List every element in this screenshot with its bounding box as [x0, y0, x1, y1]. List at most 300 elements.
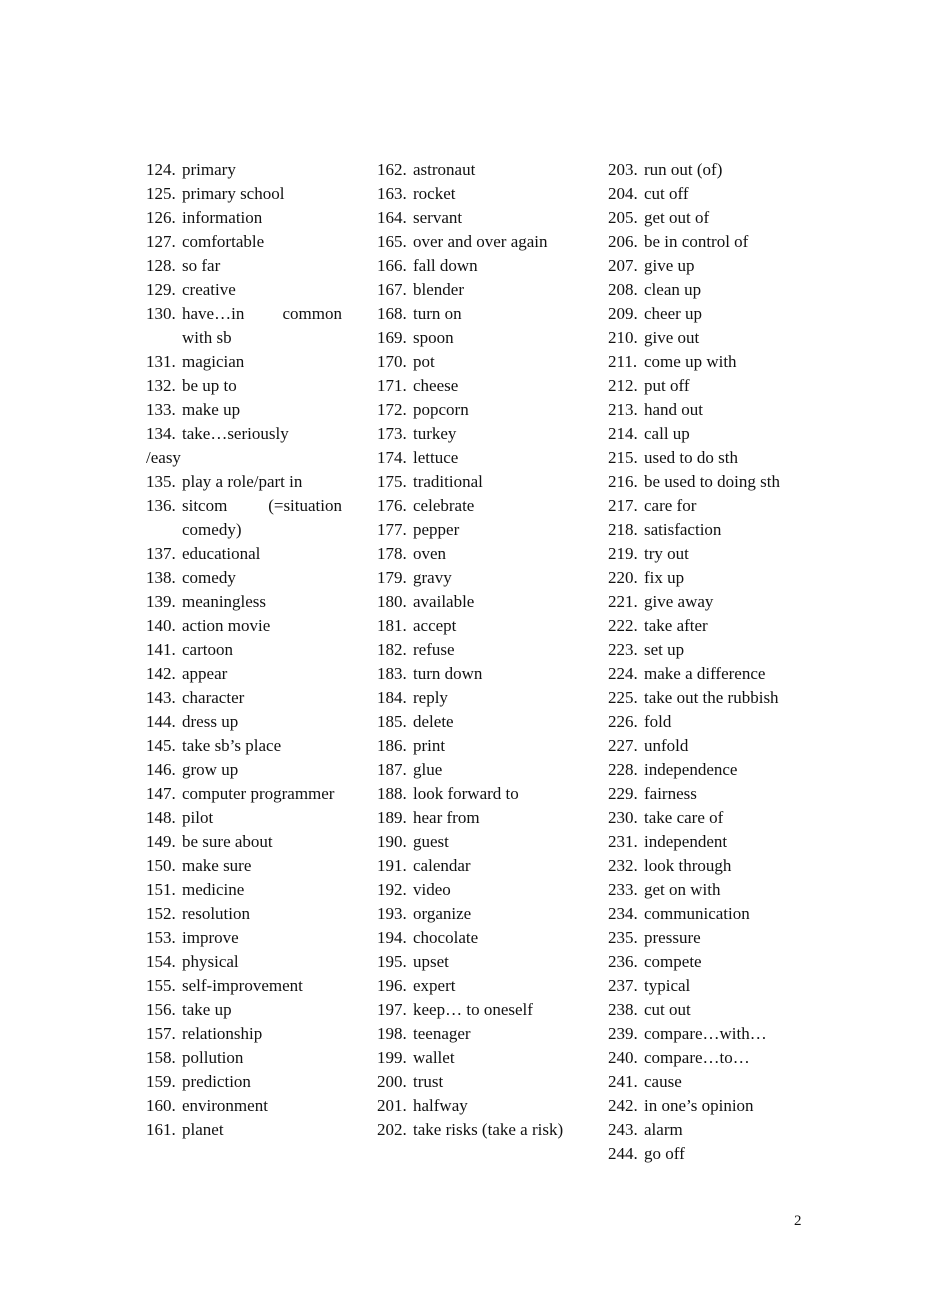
vocab-item-term: character [182, 688, 245, 707]
vocab-item-number: 207. [608, 256, 638, 275]
vocab-item [377, 206, 573, 230]
vocab-item-term: take risks (take a risk) [413, 1120, 564, 1139]
vocab-item-term: grow up [182, 760, 239, 779]
vocab-item-number: 152. [146, 904, 176, 923]
vocab-item-number: 193. [377, 904, 407, 923]
vocab-item-number: 130. [146, 304, 176, 323]
vocab-item-term: environment [182, 1096, 268, 1115]
vocab-item-term: fairness [644, 784, 697, 803]
vocab-item [608, 542, 804, 566]
vocab-item-term: compete [644, 952, 702, 971]
vocab-item [377, 854, 573, 878]
vocab-item [608, 278, 804, 302]
vocab-item-term: communication [644, 904, 750, 923]
vocab-item-term: satisfaction [644, 520, 722, 539]
vocab-item [146, 854, 342, 878]
vocab-item-term: teenager [413, 1024, 471, 1043]
vocab-item-number: 140. [146, 616, 176, 635]
vocab-item [377, 614, 573, 638]
vocab-item-number: 127. [146, 232, 176, 251]
vocab-item [377, 1046, 573, 1070]
vocab-item-number: 169. [377, 328, 407, 347]
vocab-item [608, 806, 804, 830]
vocab-item [608, 422, 804, 446]
vocab-item [377, 710, 573, 734]
vocab-item-term: care for [644, 496, 697, 515]
vocab-item-term: keep… to oneself [413, 1000, 533, 1019]
vocab-item [377, 638, 573, 662]
vocab-item-number: 162. [377, 160, 407, 179]
vocab-item-number: 166. [377, 256, 407, 275]
vocab-item-number: 182. [377, 640, 407, 659]
vocab-item-number: 135. [146, 472, 176, 491]
vocab-item-number: 233. [608, 880, 638, 899]
vocab-item-number: 170. [377, 352, 407, 371]
vocab-item-number: 218. [608, 520, 638, 539]
vocab-item [146, 566, 342, 590]
vocab-item-term: turn on [413, 304, 462, 323]
vocab-item-term: so far [182, 256, 221, 275]
vocab-item-term: upset [413, 952, 449, 971]
vocab-item-term: hear from [413, 808, 480, 827]
vocab-item [146, 1070, 342, 1094]
vocab-item-term: primary school [182, 184, 285, 203]
vocab-item-term: have…in common with sb [182, 304, 342, 347]
vocab-item [608, 182, 804, 206]
vocab-item-number: 125. [146, 184, 176, 203]
vocab-item [608, 1070, 804, 1094]
vocab-item-number: 201. [377, 1096, 407, 1115]
vocab-item-term: turn down [413, 664, 483, 683]
vocab-item-term: trust [413, 1072, 444, 1091]
vocab-item-number: 206. [608, 232, 638, 251]
vocab-item-term: wallet [413, 1048, 455, 1067]
vocab-item-term: compare…with… [644, 1024, 767, 1043]
vocab-item [146, 398, 342, 422]
vocab-item [146, 302, 342, 350]
vocab-item-number: 225. [608, 688, 638, 707]
vocab-item-number: 139. [146, 592, 176, 611]
vocab-item-number: 157. [146, 1024, 176, 1043]
vocab-item-term: pilot [182, 808, 214, 827]
vocab-item [146, 230, 342, 254]
vocab-item-number: 234. [608, 904, 638, 923]
vocab-item-number: 150. [146, 856, 176, 875]
vocab-item [608, 494, 804, 518]
vocab-item [377, 1022, 573, 1046]
vocab-item-number: 239. [608, 1024, 638, 1043]
vocab-column-2 [377, 158, 573, 1142]
vocab-item-number: 204. [608, 184, 638, 203]
vocab-item-number: 154. [146, 952, 176, 971]
vocab-item [608, 950, 804, 974]
vocab-item-number: 188. [377, 784, 407, 803]
vocab-item-number: 223. [608, 640, 638, 659]
vocab-item-number: 163. [377, 184, 407, 203]
vocab-item [146, 734, 342, 758]
vocab-item-number: 230. [608, 808, 638, 827]
vocab-item-term: cartoon [182, 640, 233, 659]
vocab-item-number: 137. [146, 544, 176, 563]
vocab-item-number: 210. [608, 328, 638, 347]
vocab-item-term: video [413, 880, 451, 899]
vocab-item [608, 902, 804, 926]
vocab-item-number: 203. [608, 160, 638, 179]
vocab-item [608, 1142, 804, 1166]
vocab-item-number: 200. [377, 1072, 407, 1091]
vocab-item [608, 926, 804, 950]
vocab-item [608, 590, 804, 614]
vocab-item [608, 254, 804, 278]
vocab-item-number: 212. [608, 376, 638, 395]
vocab-item-term: educational [182, 544, 261, 563]
vocab-item-term: blender [413, 280, 464, 299]
vocab-item-number: 236. [608, 952, 638, 971]
vocab-item [608, 470, 804, 494]
vocab-item-term: be used to doing sth [644, 472, 780, 491]
vocab-item [377, 1070, 573, 1094]
vocab-item-number: 164. [377, 208, 407, 227]
vocab-item [608, 374, 804, 398]
vocab-item-number: 180. [377, 592, 407, 611]
vocab-item-term: play a role/part in [182, 472, 303, 491]
vocab-item [146, 350, 342, 374]
vocab-item [146, 278, 342, 302]
vocab-item-term: independence [644, 760, 738, 779]
vocab-item-term: give away [644, 592, 714, 611]
vocab-item [146, 1046, 342, 1070]
vocab-item-term: glue [413, 760, 443, 779]
vocab-item [377, 374, 573, 398]
vocab-item [377, 182, 573, 206]
vocab-item-number: 221. [608, 592, 638, 611]
vocab-item [608, 206, 804, 230]
vocab-item [146, 1118, 342, 1142]
vocab-item-number: 229. [608, 784, 638, 803]
vocab-item [146, 206, 342, 230]
vocab-item-number: 160. [146, 1096, 176, 1115]
vocab-item-number: 226. [608, 712, 638, 731]
vocab-item [377, 254, 573, 278]
vocab-item [146, 806, 342, 830]
vocab-item-term: pepper [413, 520, 460, 539]
vocab-item-term: expert [413, 976, 456, 995]
vocab-item [377, 494, 573, 518]
vocab-item-number: 205. [608, 208, 638, 227]
vocab-item-number: 237. [608, 976, 638, 995]
vocab-item-term: halfway [413, 1096, 468, 1115]
vocab-item-number: 217. [608, 496, 638, 515]
vocab-item-term: turkey [413, 424, 457, 443]
vocab-item [608, 566, 804, 590]
vocab-item [146, 182, 342, 206]
vocab-item-term: over and over again [413, 232, 548, 251]
vocab-item-term: servant [413, 208, 463, 227]
vocab-item-term: refuse [413, 640, 455, 659]
vocab-item-number: 136. [146, 496, 176, 515]
vocab-item-term: fix up [644, 568, 685, 587]
vocab-item-term: physical [182, 952, 239, 971]
vocab-item [146, 542, 342, 566]
vocab-item-term: pot [413, 352, 435, 371]
vocab-item-term: print [413, 736, 446, 755]
vocab-item-term: reply [413, 688, 448, 707]
vocab-item [146, 590, 342, 614]
vocab-item [608, 350, 804, 374]
vocab-item [377, 830, 573, 854]
vocab-item-number: 128. [146, 256, 176, 275]
vocab-item-term: astronaut [413, 160, 476, 179]
vocab-item-term: make up [182, 400, 241, 419]
vocab-item [608, 830, 804, 854]
vocab-item [377, 926, 573, 950]
vocab-item [608, 302, 804, 326]
vocab-item-term: take care of [644, 808, 724, 827]
vocab-item [377, 878, 573, 902]
vocab-item-term: accept [413, 616, 457, 635]
vocab-item-number: 161. [146, 1120, 176, 1139]
vocab-item [608, 782, 804, 806]
vocab-item [377, 1094, 573, 1118]
vocab-item-term: celebrate [413, 496, 475, 515]
vocab-item-term: typical [644, 976, 691, 995]
vocab-item-number: 178. [377, 544, 407, 563]
vocab-item [146, 998, 342, 1022]
vocab-item-term: action movie [182, 616, 271, 635]
vocab-item [146, 494, 342, 542]
vocab-item-term: chocolate [413, 928, 479, 947]
vocab-item-term: available [413, 592, 475, 611]
vocab-item-term: get on with [644, 880, 721, 899]
vocab-item [146, 926, 342, 950]
vocab-item-term: cut off [644, 184, 689, 203]
vocab-item [608, 518, 804, 542]
vocab-item-term: fall down [413, 256, 478, 275]
vocab-item [608, 758, 804, 782]
vocab-item [146, 878, 342, 902]
vocab-item-term: appear [182, 664, 228, 683]
vocab-item-term: in one’s opinion [644, 1096, 754, 1115]
vocab-item-number: 173. [377, 424, 407, 443]
vocab-item-number: 240. [608, 1048, 638, 1067]
vocab-item [377, 278, 573, 302]
vocab-item-number: 158. [146, 1048, 176, 1067]
vocab-item [608, 974, 804, 998]
vocab-item [608, 1022, 804, 1046]
vocab-item [146, 158, 342, 182]
vocab-item-number: 132. [146, 376, 176, 395]
vocab-item-term: planet [182, 1120, 224, 1139]
vocab-item-term: comedy [182, 568, 236, 587]
vocab-item [377, 158, 573, 182]
vocab-item-term: cheese [413, 376, 459, 395]
vocab-item [377, 734, 573, 758]
vocab-item [608, 1094, 804, 1118]
vocab-item [377, 422, 573, 446]
vocab-item-term: lettuce [413, 448, 459, 467]
vocab-item [608, 158, 804, 182]
vocab-item-number: 198. [377, 1024, 407, 1043]
vocab-item [608, 614, 804, 638]
vocab-item-number: 174. [377, 448, 407, 467]
vocab-item [377, 782, 573, 806]
page-number: 2 [794, 1213, 802, 1229]
vocab-item-number: 165. [377, 232, 407, 251]
vocab-item-term: unfold [644, 736, 689, 755]
vocab-item-number: 192. [377, 880, 407, 899]
vocab-item-number: 199. [377, 1048, 407, 1067]
vocab-item-number: 196. [377, 976, 407, 995]
vocab-item-term: take…seriously [182, 424, 289, 443]
vocab-item-number: 189. [377, 808, 407, 827]
vocab-item [377, 590, 573, 614]
vocab-item [377, 1118, 573, 1142]
vocab-item-number: 131. [146, 352, 176, 371]
vocab-item [377, 518, 573, 542]
vocab-item-term: go off [644, 1144, 685, 1163]
vocab-item-number: 190. [377, 832, 407, 851]
vocab-item [377, 470, 573, 494]
vocab-item-term: medicine [182, 880, 245, 899]
vocab-item [377, 542, 573, 566]
vocab-item-number: 215. [608, 448, 638, 467]
vocab-item-number: 232. [608, 856, 638, 875]
vocab-item-term: used to do sth [644, 448, 738, 467]
vocab-item-term: make sure [182, 856, 252, 875]
vocab-item-number: 219. [608, 544, 638, 563]
vocab-item-term: pressure [644, 928, 701, 947]
vocab-item-term: fold [644, 712, 672, 731]
vocab-item-term: put off [644, 376, 690, 395]
vocab-item [377, 398, 573, 422]
vocab-item-number: 141. [146, 640, 176, 659]
vocab-item [146, 374, 342, 398]
vocab-item-number: 133. [146, 400, 176, 419]
vocab-item [377, 806, 573, 830]
vocab-item-number: 134. [146, 424, 176, 443]
vocab-item-number: 209. [608, 304, 638, 323]
vocab-item [377, 302, 573, 326]
vocab-item [608, 662, 804, 686]
vocab-item [608, 686, 804, 710]
vocab-item-term: hand out [644, 400, 704, 419]
vocab-item-term: get out of [644, 208, 710, 227]
vocab-item-number: 171. [377, 376, 407, 395]
vocab-item [146, 686, 342, 710]
vocab-item-term: independent [644, 832, 728, 851]
vocab-item [377, 950, 573, 974]
vocab-item-number: 183. [377, 664, 407, 683]
vocab-item-number: 216. [608, 472, 638, 491]
vocab-item-term: be up to [182, 376, 237, 395]
vocab-item [608, 1118, 804, 1142]
vocab-item-number: 228. [608, 760, 638, 779]
vocab-item-number: 191. [377, 856, 407, 875]
vocab-item-number: 159. [146, 1072, 176, 1091]
vocab-item [146, 638, 342, 662]
vocab-item-number: 142. [146, 664, 176, 683]
vocab-item-term: cause [644, 1072, 682, 1091]
vocab-item [146, 254, 342, 278]
vocab-item [608, 998, 804, 1022]
vocab-item-term: primary [182, 160, 236, 179]
vocab-item-term: meaningless [182, 592, 267, 611]
vocab-item-number: 172. [377, 400, 407, 419]
vocab-item-number: 186. [377, 736, 407, 755]
vocab-item [377, 662, 573, 686]
vocab-item-term: take up [182, 1000, 232, 1019]
vocab-item-term: rocket [413, 184, 456, 203]
vocab-item [377, 974, 573, 998]
vocab-item-number: 175. [377, 472, 407, 491]
vocab-item-number: 155. [146, 976, 176, 995]
vocab-item-number: 148. [146, 808, 176, 827]
vocab-item [377, 230, 573, 254]
vocab-item-term: guest [413, 832, 449, 851]
vocab-item-term: give out [644, 328, 700, 347]
vocab-item-term: alarm [644, 1120, 683, 1139]
vocab-item-term: cut out [644, 1000, 691, 1019]
vocab-item [608, 446, 804, 470]
vocab-item-term: traditional [413, 472, 483, 491]
vocab-item [377, 350, 573, 374]
vocab-item [146, 614, 342, 638]
vocab-item-term: sitcom (=situation comedy) [182, 496, 342, 539]
vocab-item-term: magician [182, 352, 245, 371]
vocab-item-term: comfortable [182, 232, 265, 251]
vocab-item [377, 566, 573, 590]
vocab-item-number: 227. [608, 736, 638, 755]
vocab-item-number: 176. [377, 496, 407, 515]
vocab-item [608, 854, 804, 878]
vocab-item-number: 222. [608, 616, 638, 635]
vocab-item-term: call up [644, 424, 690, 443]
vocab-item-term: take after [644, 616, 708, 635]
vocab-item-term: self-improvement [182, 976, 303, 995]
vocab-item-number: 235. [608, 928, 638, 947]
vocab-item-term: dress up [182, 712, 239, 731]
vocab-item-term: give up [644, 256, 695, 275]
vocab-item-term: prediction [182, 1072, 251, 1091]
vocab-item [377, 758, 573, 782]
vocab-item-term: calendar [413, 856, 471, 875]
vocab-item [377, 998, 573, 1022]
vocab-item-continuation: /easy [146, 448, 181, 467]
vocab-item-term: delete [413, 712, 454, 731]
vocab-item-term: look forward to [413, 784, 519, 803]
vocab-item [608, 638, 804, 662]
vocab-item-term: spoon [413, 328, 454, 347]
vocab-item-number: 167. [377, 280, 407, 299]
vocab-item [146, 950, 342, 974]
vocab-item [377, 446, 573, 470]
vocab-item-number: 208. [608, 280, 638, 299]
vocab-item-number: 214. [608, 424, 638, 443]
vocab-item-number: 147. [146, 784, 176, 803]
vocab-item-term: be in control of [644, 232, 749, 251]
vocab-item-number: 238. [608, 1000, 638, 1019]
vocab-item-term: organize [413, 904, 472, 923]
vocab-item-number: 185. [377, 712, 407, 731]
vocab-item-term: clean up [644, 280, 702, 299]
vocab-item [146, 470, 342, 494]
vocab-item [608, 398, 804, 422]
vocab-item-term: take out the rubbish [644, 688, 779, 707]
vocab-item-term: computer programmer [182, 784, 335, 803]
vocab-item [146, 710, 342, 734]
vocab-item-number: 138. [146, 568, 176, 587]
vocab-item-number: 179. [377, 568, 407, 587]
